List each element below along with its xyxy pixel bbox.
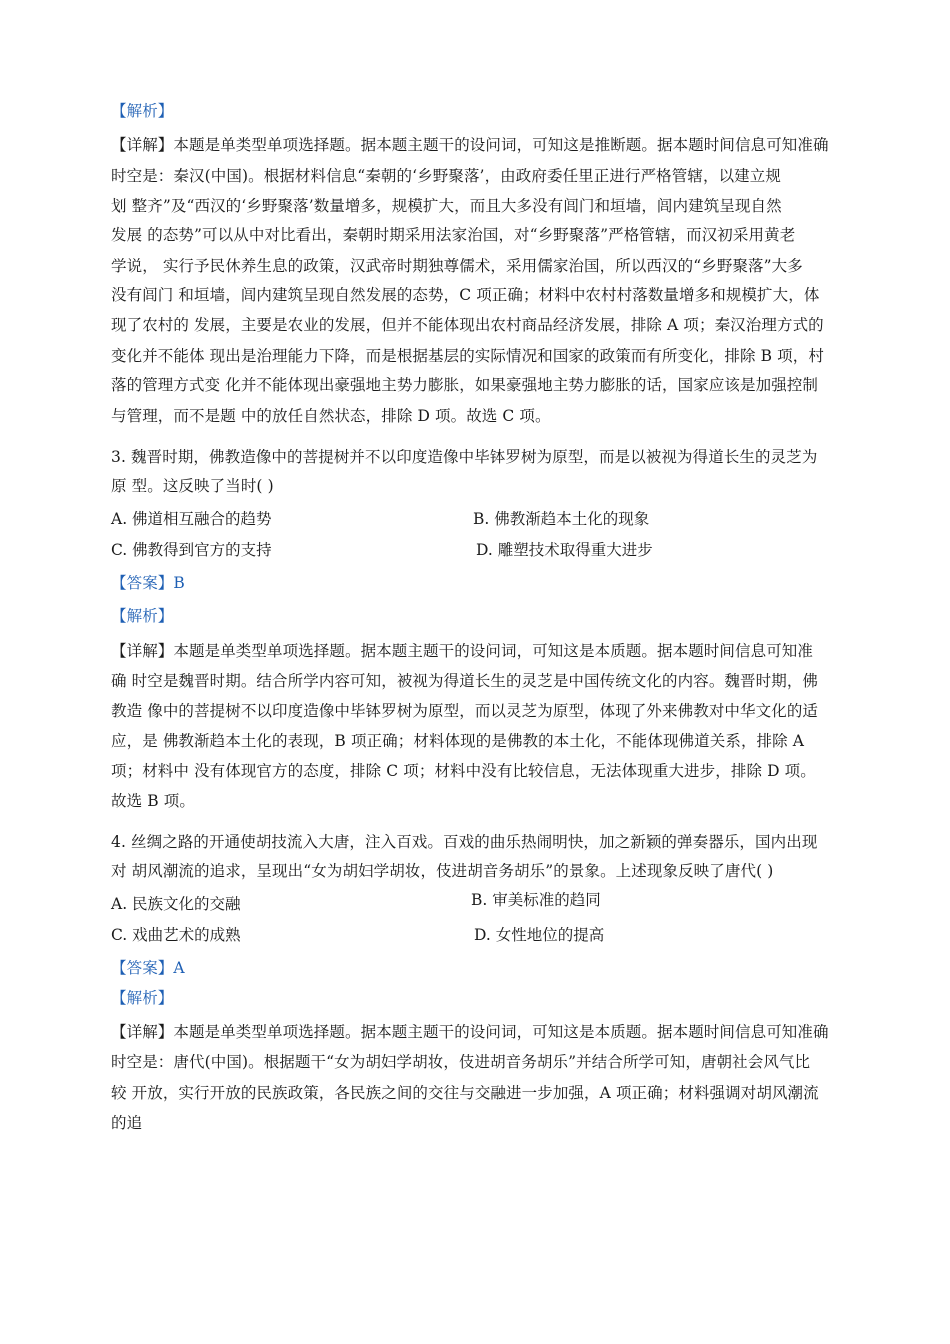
detail-line: 没有闾门 和垣墙，闾内建筑呈现自然发展的态势，C 项正确；材料中农村村落数量增多和规模扩大，体 [111, 286, 820, 304]
detail-line: 发展 的态势”可以从中对比看出，秦朝时期采用法家治国，对“乡野聚落”严格管辖，而汉初采用黄老 [111, 226, 796, 244]
detail-line: 的追 [111, 1114, 143, 1132]
detail-line: 与管理，而不是题 中的放任自然状态，排除 D 项。故选 C 项。 [111, 407, 551, 425]
option-b: B. 佛教渐趋本土化的现象 [473, 510, 650, 528]
option-row [111, 924, 837, 946]
question-stem-line: 3. 魏晋时期，佛教造像中的菩提树并不以印度造像中毕钵罗树为原型，而是以被视为得道长生的灵芝为 [111, 448, 818, 466]
detail-line: 时空是：唐代(中国)。根据题干“女为胡妇学胡妆，伎进胡音务胡乐”并结合所学可知，唐朝社会风气比 [111, 1053, 811, 1071]
detail-line: 变化并不能体 现出是治理能力下降，而是根据基层的实际情况和国家的政策而有所变化，排除 B 项，村 [111, 347, 824, 365]
option-a: A. 佛道相互融合的趋势 [111, 510, 272, 528]
option-b: B. 审美标准的趋同 [471, 891, 601, 909]
detail-line: 故选 B 项。 [111, 792, 195, 810]
detail-line: 项；材料中 没有体现官方的态度，排除 C 项；材料中没有比较信息，无法体现重大进步，排除 D 项。 [111, 762, 816, 780]
option-row [111, 539, 837, 561]
question-stem-line: 对 胡风潮流的追求，呈现出“女为胡妇学胡妆，伎进胡音务胡乐”的景象。上述现象反映了唐代( ) [111, 862, 774, 880]
detail-line: 时空是：秦汉(中国)。根据材料信息“秦朝的‘乡野聚落’，由政府委任里正进行严格管辖，以建立规 [111, 167, 781, 185]
detail-line: 【详解】本题是单类型单项选择题。据本题主题干的设问词，可知这是本质题。据本题时间信息可知准确 [111, 1023, 829, 1041]
option-row [111, 893, 837, 915]
option-a: A. 民族文化的交融 [111, 895, 241, 913]
option-c: C. 戏曲艺术的成熟 [111, 926, 241, 944]
option-d: D. 女性地位的提高 [474, 926, 605, 944]
option-d: D. 雕塑技术取得重大进步 [476, 541, 653, 559]
detail-line: 【详解】本题是单类型单项选择题。据本题主题干的设问词，可知这是推断题。据本题时间信息可知准确 [111, 136, 829, 154]
analysis-header: 【解析】 [111, 102, 174, 120]
detail-line: 【详解】本题是单类型单项选择题。据本题主题干的设问词，可知这是本质题。据本题时间信息可知准 [111, 642, 814, 660]
detail-line: 应，是 佛教渐趋本土化的表现，B 项正确；材料体现的是佛教的本土化，不能体现佛道关系，排除 A [111, 732, 805, 750]
detail-line: 较 开放，实行开放的民族政策，各民族之间的交往与交融进一步加强，A 项正确；材料强调对胡风潮流 [111, 1084, 819, 1102]
option-row [111, 508, 837, 530]
analysis-header: 【解析】 [111, 607, 174, 625]
detail-line: 教造 像中的菩提树不以印度造像中毕钵罗树为原型，而以灵芝为原型，体现了外来佛教对中华文化的适 [111, 702, 819, 720]
question-stem-line: 原 型。这反映了当时( ) [111, 477, 274, 495]
detail-line: 确 时空是魏晋时期。结合所学内容可知，被视为得道长生的灵芝是中国传统文化的内容。魏晋时期，佛 [111, 672, 819, 690]
detail-line: 现了农村的 发展，主要是农业的发展，但并不能体现出农村商品经济发展，排除 A 项；秦汉治理方式的 [111, 316, 824, 334]
answer-label: 【答案】A [111, 959, 185, 977]
detail-line: 落的管理方式变 化并不能体现出豪强地主势力膨胀，如果豪强地主势力膨胀的话，国家应该是加强控制 [111, 376, 819, 394]
option-c: C. 佛教得到官方的支持 [111, 541, 272, 559]
analysis-header: 【解析】 [111, 989, 174, 1007]
detail-line: 划 整齐”及“西汉的‘乡野聚落’数量增多，规模扩大，而且大多没有闾门和垣墙，闾内建筑呈现自然 [111, 197, 782, 215]
answer-label: 【答案】B [111, 574, 185, 592]
question-stem-line: 4. 丝绸之路的开通使胡技流入大唐，注入百戏。百戏的曲乐热闹明快，加之新颖的弹奏器乐，国内出现 [111, 833, 818, 851]
detail-line: 学说， 实行予民休养生息的政策，汉武帝时期独尊儒术，采用儒家治国，所以西汉的“乡野聚落”大多 [111, 257, 803, 275]
